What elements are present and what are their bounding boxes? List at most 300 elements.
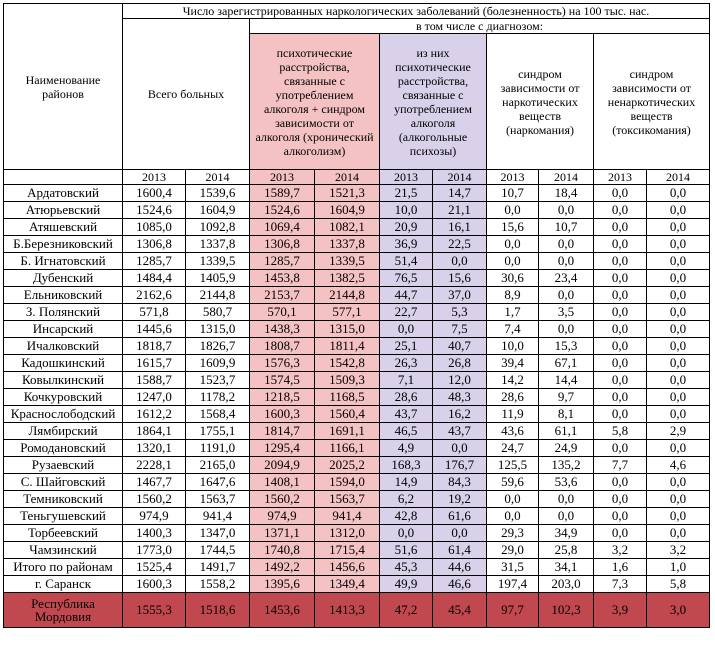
value-cell: 1247,0 <box>123 389 186 406</box>
value-cell: 1568,4 <box>186 406 250 423</box>
value-cell: 1315,0 <box>315 321 380 338</box>
value-cell: 1339,5 <box>315 253 380 270</box>
value-cell: 1542,8 <box>315 355 380 372</box>
value-cell: 1574,5 <box>250 372 315 389</box>
value-cell: 1521,3 <box>315 185 380 202</box>
value-cell: 1563,7 <box>315 491 380 508</box>
value-cell: 1382,5 <box>315 270 380 287</box>
value-cell: 4,9 <box>380 440 433 457</box>
year-label: 2013 <box>487 170 539 185</box>
value-cell: 0,0 <box>539 287 594 304</box>
value-cell: 1467,7 <box>123 474 186 491</box>
year-label: 2013 <box>250 170 315 185</box>
year-label: 2014 <box>315 170 380 185</box>
value-cell: 6,2 <box>380 491 433 508</box>
value-cell: 1744,5 <box>186 542 250 559</box>
value-cell: 0,0 <box>380 525 433 542</box>
total-value-cell: 1413,3 <box>315 593 380 628</box>
value-cell: 0,0 <box>539 202 594 219</box>
value-cell: 1285,7 <box>250 253 315 270</box>
value-cell: 941,4 <box>186 508 250 525</box>
value-cell: 12,0 <box>433 372 487 389</box>
table-row <box>4 236 710 253</box>
value-cell: 0,0 <box>647 338 710 355</box>
table-row <box>4 185 710 202</box>
value-cell: 570,1 <box>250 304 315 321</box>
value-cell: 0,0 <box>539 508 594 525</box>
value-cell: 10,7 <box>539 219 594 236</box>
value-cell: 34,9 <box>539 525 594 542</box>
value-cell: 1092,8 <box>186 219 250 236</box>
value-cell: 23,4 <box>539 270 594 287</box>
value-cell: 0,0 <box>380 321 433 338</box>
diagnosis-subtitle: в том числе с диагнозом: <box>250 19 710 34</box>
value-cell: 3,2 <box>647 542 710 559</box>
value-cell: 61,6 <box>433 508 487 525</box>
table-row <box>4 576 710 593</box>
value-cell: 43,7 <box>380 406 433 423</box>
value-cell: 1191,0 <box>186 440 250 457</box>
value-cell: 1168,5 <box>315 389 380 406</box>
value-cell: 10,0 <box>487 338 539 355</box>
value-cell: 5,8 <box>647 576 710 593</box>
value-cell: 0,0 <box>647 440 710 457</box>
value-cell: 0,0 <box>594 321 647 338</box>
total-value-cell: 3,9 <box>594 593 647 628</box>
value-cell: 51,6 <box>380 542 433 559</box>
value-cell: 197,4 <box>487 576 539 593</box>
value-cell: 0,0 <box>594 219 647 236</box>
value-cell: 0,0 <box>487 253 539 270</box>
value-cell: 43,6 <box>487 423 539 440</box>
value-cell: 1306,8 <box>250 236 315 253</box>
value-cell: 0,0 <box>594 406 647 423</box>
value-cell: 1818,7 <box>123 338 186 355</box>
table-row <box>4 202 710 219</box>
value-cell: 1445,6 <box>123 321 186 338</box>
value-cell: 1312,0 <box>315 525 380 542</box>
value-cell: 1563,7 <box>186 491 250 508</box>
value-cell: 3,5 <box>539 304 594 321</box>
value-cell: 0,0 <box>539 491 594 508</box>
district-name: Ельниковский <box>4 287 123 304</box>
total-value-cell: 1518,6 <box>186 593 250 628</box>
value-cell: 39,4 <box>487 355 539 372</box>
table-row <box>4 440 710 457</box>
table-row <box>4 287 710 304</box>
value-cell: 2162,6 <box>123 287 186 304</box>
value-cell: 1755,1 <box>186 423 250 440</box>
value-cell: 1347,0 <box>186 525 250 542</box>
value-cell: 0,0 <box>594 270 647 287</box>
value-cell: 2165,0 <box>186 457 250 474</box>
value-cell: 0,0 <box>594 389 647 406</box>
value-cell: 20,9 <box>380 219 433 236</box>
value-cell: 0,0 <box>647 372 710 389</box>
value-cell: 0,0 <box>647 491 710 508</box>
value-cell: 1306,8 <box>123 236 186 253</box>
table-row <box>4 253 710 270</box>
table-title: Число зарегистрированных наркологических заболеваний (болезненность) на 100 тыс. нас. <box>123 4 710 19</box>
value-cell: 0,0 <box>647 219 710 236</box>
year-label: 2014 <box>539 170 594 185</box>
district-name: Торбеевский <box>4 525 123 542</box>
value-cell: 1337,8 <box>315 236 380 253</box>
district-name: г. Саранск <box>4 576 123 593</box>
value-cell: 1864,1 <box>123 423 186 440</box>
table-row <box>4 372 710 389</box>
value-cell: 2153,7 <box>250 287 315 304</box>
district-name: Лямбирский <box>4 423 123 440</box>
district-name: Кочкуровский <box>4 389 123 406</box>
value-cell: 1337,8 <box>186 236 250 253</box>
total-patients-header: Всего больных <box>123 19 250 170</box>
value-cell: 67,1 <box>539 355 594 372</box>
value-cell: 10,0 <box>380 202 433 219</box>
value-cell: 176,7 <box>433 457 487 474</box>
value-cell: 1647,6 <box>186 474 250 491</box>
value-cell: 0,0 <box>487 236 539 253</box>
total-value-cell: 1555,3 <box>123 593 186 628</box>
district-name: Рузаевский <box>4 457 123 474</box>
value-cell: 1408,1 <box>250 474 315 491</box>
value-cell: 2144,8 <box>315 287 380 304</box>
value-cell: 1285,7 <box>123 253 186 270</box>
value-cell: 14,9 <box>380 474 433 491</box>
value-cell: 1539,6 <box>186 185 250 202</box>
value-cell: 0,0 <box>647 185 710 202</box>
value-cell: 1814,7 <box>250 423 315 440</box>
value-cell: 15,3 <box>539 338 594 355</box>
value-cell: 0,0 <box>647 474 710 491</box>
alcohol-psychosis-header: из них психотические расстройства, связанные с употреблением алкоголя (алкогольные психозы) <box>380 34 487 170</box>
value-cell: 1811,4 <box>315 338 380 355</box>
value-cell: 0,0 <box>594 474 647 491</box>
value-cell: 40,7 <box>433 338 487 355</box>
value-cell: 37,0 <box>433 287 487 304</box>
value-cell: 1320,1 <box>123 440 186 457</box>
value-cell: 974,9 <box>250 508 315 525</box>
value-cell: 53,6 <box>539 474 594 491</box>
value-cell: 1371,1 <box>250 525 315 542</box>
district-name: З. Полянский <box>4 304 123 321</box>
table-row <box>4 474 710 491</box>
value-cell: 0,0 <box>647 355 710 372</box>
value-cell: 61,1 <box>539 423 594 440</box>
value-cell: 1491,7 <box>186 559 250 576</box>
value-cell: 1560,4 <box>315 406 380 423</box>
value-cell: 25,1 <box>380 338 433 355</box>
value-cell: 46,5 <box>380 423 433 440</box>
value-cell: 0,0 <box>539 321 594 338</box>
table-row <box>4 423 710 440</box>
value-cell: 1218,5 <box>250 389 315 406</box>
table-body <box>4 185 710 628</box>
year-label: 2013 <box>594 170 647 185</box>
value-cell: 24,7 <box>487 440 539 457</box>
value-cell: 1560,2 <box>250 491 315 508</box>
district-column-header: Наименование районов <box>4 4 123 170</box>
value-cell: 1178,2 <box>186 389 250 406</box>
value-cell: 25,8 <box>539 542 594 559</box>
value-cell: 1349,4 <box>315 576 380 593</box>
value-cell: 1395,6 <box>250 576 315 593</box>
morbidity-table <box>3 3 710 628</box>
year-label: 2013 <box>123 170 186 185</box>
value-cell: 1484,4 <box>123 270 186 287</box>
value-cell: 1405,9 <box>186 270 250 287</box>
republic-total-row <box>4 593 710 628</box>
year-label: 2014 <box>433 170 487 185</box>
value-cell: 2228,1 <box>123 457 186 474</box>
value-cell: 1576,3 <box>250 355 315 372</box>
republic-name: Республика Мордовия <box>4 593 123 628</box>
value-cell: 0,0 <box>487 491 539 508</box>
value-cell: 22,7 <box>380 304 433 321</box>
value-cell: 1082,1 <box>315 219 380 236</box>
value-cell: 571,8 <box>123 304 186 321</box>
table-row <box>4 270 710 287</box>
district-name: Ромодановский <box>4 440 123 457</box>
value-cell: 1604,9 <box>315 202 380 219</box>
value-cell: 1400,3 <box>123 525 186 542</box>
value-cell: 7,1 <box>380 372 433 389</box>
value-cell: 1594,0 <box>315 474 380 491</box>
table-row <box>4 321 710 338</box>
value-cell: 1,0 <box>647 559 710 576</box>
value-cell: 1509,3 <box>315 372 380 389</box>
value-cell: 0,0 <box>594 253 647 270</box>
drug-addiction-header: синдром зависимости от наркотических веществ (наркомания) <box>487 34 594 170</box>
value-cell: 0,0 <box>647 202 710 219</box>
value-cell: 0,0 <box>433 440 487 457</box>
value-cell: 26,3 <box>380 355 433 372</box>
value-cell: 1523,7 <box>186 372 250 389</box>
district-name: Теньгушевский <box>4 508 123 525</box>
value-cell: 76,5 <box>380 270 433 287</box>
value-cell: 3,2 <box>594 542 647 559</box>
value-cell: 2025,2 <box>315 457 380 474</box>
district-name: Краснослободский <box>4 406 123 423</box>
value-cell: 1524,6 <box>250 202 315 219</box>
value-cell: 30,6 <box>487 270 539 287</box>
district-name: С. Шайговский <box>4 474 123 491</box>
value-cell: 0,0 <box>594 508 647 525</box>
value-cell: 135,2 <box>539 457 594 474</box>
value-cell: 22,5 <box>433 236 487 253</box>
value-cell: 7,5 <box>433 321 487 338</box>
value-cell: 1826,7 <box>186 338 250 355</box>
value-cell: 0,0 <box>539 236 594 253</box>
value-cell: 1600,4 <box>123 185 186 202</box>
year-label: 2013 <box>380 170 433 185</box>
value-cell: 203,0 <box>539 576 594 593</box>
district-name: Б.Березниковский <box>4 236 123 253</box>
value-cell: 9,7 <box>539 389 594 406</box>
value-cell: 21,1 <box>433 202 487 219</box>
value-cell: 59,6 <box>487 474 539 491</box>
district-name: Темниковский <box>4 491 123 508</box>
value-cell: 1615,7 <box>123 355 186 372</box>
district-name: Дубенский <box>4 270 123 287</box>
value-cell: 21,5 <box>380 185 433 202</box>
value-cell: 0,0 <box>487 202 539 219</box>
table-row <box>4 491 710 508</box>
value-cell: 7,3 <box>594 576 647 593</box>
value-cell: 580,7 <box>186 304 250 321</box>
value-cell: 1560,2 <box>123 491 186 508</box>
value-cell: 1085,0 <box>123 219 186 236</box>
value-cell: 1600,3 <box>123 576 186 593</box>
table-row <box>4 457 710 474</box>
value-cell: 34,1 <box>539 559 594 576</box>
value-cell: 44,7 <box>380 287 433 304</box>
value-cell: 1589,7 <box>250 185 315 202</box>
value-cell: 1691,1 <box>315 423 380 440</box>
value-cell: 8,1 <box>539 406 594 423</box>
value-cell: 0,0 <box>647 508 710 525</box>
value-cell: 42,8 <box>380 508 433 525</box>
value-cell: 19,2 <box>433 491 487 508</box>
value-cell: 16,1 <box>433 219 487 236</box>
district-name: Итого по районам <box>4 559 123 576</box>
value-cell: 168,3 <box>380 457 433 474</box>
value-cell: 0,0 <box>647 406 710 423</box>
value-cell: 0,0 <box>594 440 647 457</box>
total-value-cell: 97,7 <box>487 593 539 628</box>
value-cell: 1808,7 <box>250 338 315 355</box>
value-cell: 10,7 <box>487 185 539 202</box>
table-row <box>4 304 710 321</box>
value-cell: 49,9 <box>380 576 433 593</box>
value-cell: 29,0 <box>487 542 539 559</box>
value-cell: 1453,8 <box>250 270 315 287</box>
value-cell: 0,0 <box>487 508 539 525</box>
value-cell: 28,6 <box>487 389 539 406</box>
table-row <box>4 542 710 559</box>
value-cell: 0,0 <box>647 321 710 338</box>
value-cell: 7,7 <box>594 457 647 474</box>
value-cell: 0,0 <box>647 525 710 542</box>
value-cell: 84,3 <box>433 474 487 491</box>
value-cell: 28,6 <box>380 389 433 406</box>
value-cell: 14,7 <box>433 185 487 202</box>
value-cell: 16,2 <box>433 406 487 423</box>
value-cell: 4,6 <box>647 457 710 474</box>
value-cell: 61,4 <box>433 542 487 559</box>
value-cell: 14,4 <box>539 372 594 389</box>
year-header-row <box>4 170 710 185</box>
value-cell: 1773,0 <box>123 542 186 559</box>
value-cell: 29,3 <box>487 525 539 542</box>
value-cell: 5,8 <box>594 423 647 440</box>
district-name: Ковылкинский <box>4 372 123 389</box>
value-cell: 0,0 <box>647 304 710 321</box>
value-cell: 0,0 <box>433 525 487 542</box>
value-cell: 1339,5 <box>186 253 250 270</box>
value-cell: 51,4 <box>380 253 433 270</box>
value-cell: 48,3 <box>433 389 487 406</box>
value-cell: 941,4 <box>315 508 380 525</box>
alcoholism-header: психотические расстройства, связанные с употреблением алкоголя + синдром зависимости от алкоголя (хронический алкоголизм) <box>250 34 380 170</box>
table-row <box>4 338 710 355</box>
value-cell: 26,8 <box>433 355 487 372</box>
year-label: 2014 <box>647 170 710 185</box>
value-cell: 1525,4 <box>123 559 186 576</box>
value-cell: 18,4 <box>539 185 594 202</box>
district-name: Атюрьевский <box>4 202 123 219</box>
district-name: Чамзинский <box>4 542 123 559</box>
value-cell: 0,0 <box>594 491 647 508</box>
value-cell: 125,5 <box>487 457 539 474</box>
value-cell: 0,0 <box>594 185 647 202</box>
district-name: Инсарский <box>4 321 123 338</box>
total-value-cell: 47,2 <box>380 593 433 628</box>
district-name: Б. Игнатовский <box>4 253 123 270</box>
value-cell: 1315,0 <box>186 321 250 338</box>
value-cell: 1740,8 <box>250 542 315 559</box>
value-cell: 0,0 <box>594 304 647 321</box>
table-row <box>4 219 710 236</box>
value-cell: 0,0 <box>647 389 710 406</box>
year-label: 2014 <box>186 170 250 185</box>
district-name: Ардатовский <box>4 185 123 202</box>
value-cell: 0,0 <box>647 287 710 304</box>
value-cell: 1492,2 <box>250 559 315 576</box>
value-cell: 974,9 <box>123 508 186 525</box>
district-name: Атяшевский <box>4 219 123 236</box>
value-cell: 0,0 <box>647 236 710 253</box>
value-cell: 1715,4 <box>315 542 380 559</box>
value-cell: 14,2 <box>487 372 539 389</box>
value-cell: 11,9 <box>487 406 539 423</box>
value-cell: 1456,6 <box>315 559 380 576</box>
value-cell: 36,9 <box>380 236 433 253</box>
value-cell: 1588,7 <box>123 372 186 389</box>
value-cell: 1609,9 <box>186 355 250 372</box>
value-cell: 0,0 <box>647 270 710 287</box>
value-cell: 0,0 <box>594 355 647 372</box>
value-cell: 1524,6 <box>123 202 186 219</box>
value-cell: 0,0 <box>433 253 487 270</box>
value-cell: 2,9 <box>647 423 710 440</box>
table-row <box>4 508 710 525</box>
value-cell: 1166,1 <box>315 440 380 457</box>
value-cell: 0,0 <box>647 253 710 270</box>
value-cell: 1295,4 <box>250 440 315 457</box>
value-cell: 577,1 <box>315 304 380 321</box>
district-name: Ичалковский <box>4 338 123 355</box>
value-cell: 0,0 <box>594 338 647 355</box>
value-cell: 0,0 <box>539 253 594 270</box>
table-row <box>4 355 710 372</box>
value-cell: 15,6 <box>433 270 487 287</box>
total-value-cell: 3,0 <box>647 593 710 628</box>
value-cell: 8,9 <box>487 287 539 304</box>
value-cell: 1604,9 <box>186 202 250 219</box>
value-cell: 1069,4 <box>250 219 315 236</box>
value-cell: 7,4 <box>487 321 539 338</box>
value-cell: 0,0 <box>594 525 647 542</box>
table-row <box>4 389 710 406</box>
district-name: Кадошкинский <box>4 355 123 372</box>
value-cell: 1600,3 <box>250 406 315 423</box>
value-cell: 46,6 <box>433 576 487 593</box>
value-cell: 2144,8 <box>186 287 250 304</box>
value-cell: 5,3 <box>433 304 487 321</box>
value-cell: 1612,2 <box>123 406 186 423</box>
value-cell: 2094,9 <box>250 457 315 474</box>
